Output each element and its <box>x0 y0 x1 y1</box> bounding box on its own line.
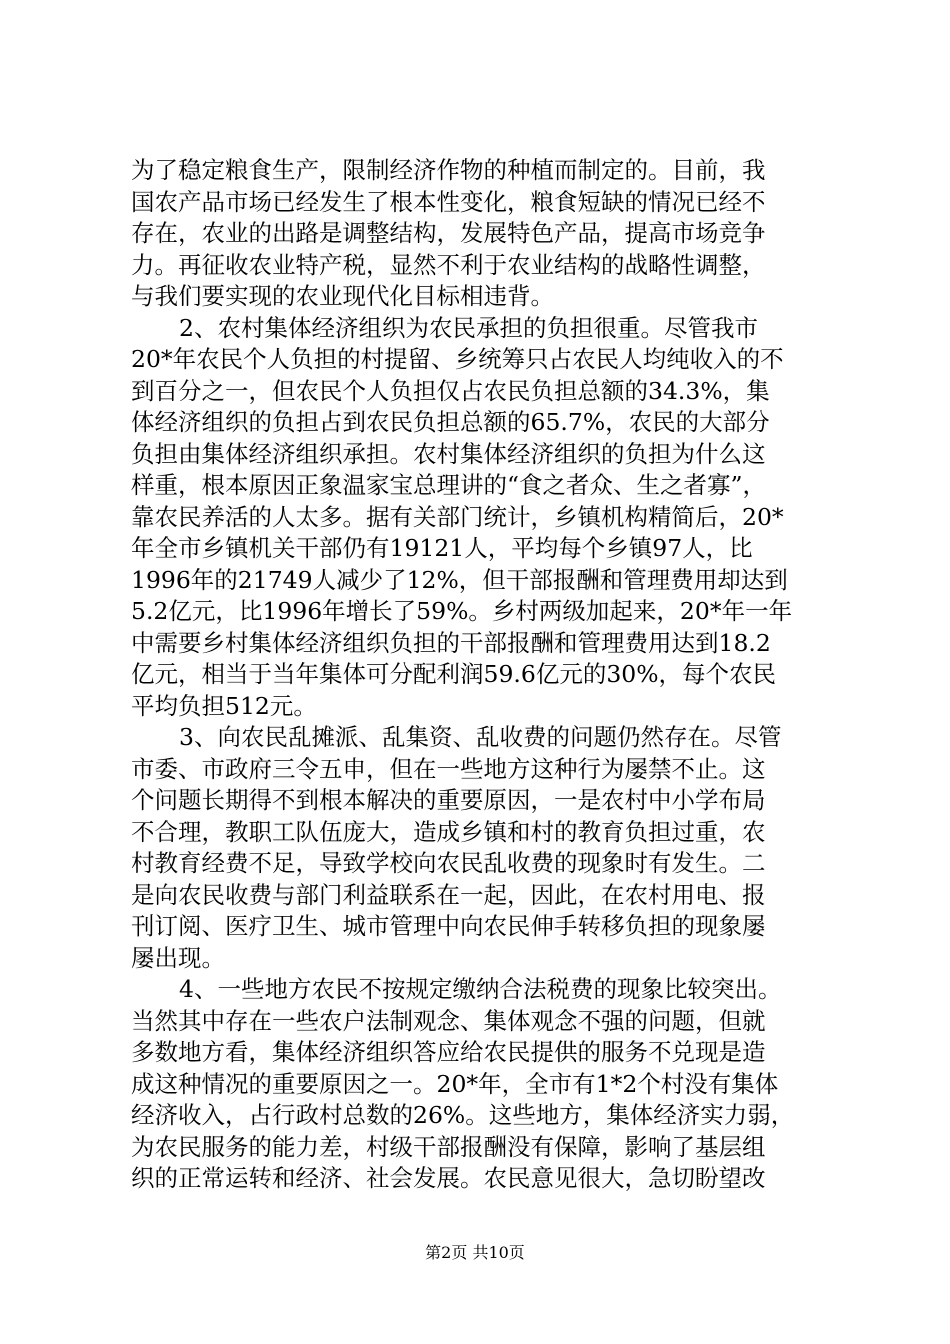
text-line: 成这种情况的重要原因之一。20*年，全市有1*2个村没有集体 <box>131 1069 779 1098</box>
paragraph-start-line: 3、向农民乱摊派、乱集资、乱收费的问题仍然存在。尽管 <box>179 723 782 751</box>
text-line: 织的正常运转和经济、社会发展。农民意见很大，急切盼望改 <box>131 1164 766 1192</box>
text-line: 为农民服务的能力差，村级干部报酬没有保障，影响了基层组 <box>131 1132 766 1161</box>
text-line: 体经济组织的负担占到农民负担总额的65.7%，农民的大部分 <box>131 408 770 436</box>
text-line: 样重，根本原因正象温家宝总理讲的“食之者众、生之者寡”， <box>131 471 767 499</box>
text-line: 市委、市政府三令五申，但在一些地方这种行为屡禁不止。这 <box>131 754 766 783</box>
text-line: 不合理，教职工队伍庞大，造成乡镇和村的教育负担过重，农 <box>131 817 766 846</box>
text-line: 存在，农业的出路是调整结构，发展特色产品，提高市场竞争 <box>131 219 766 247</box>
text-line: 年全市乡镇机关干部仍有19121人，平均每个乡镇97人，比 <box>131 534 753 562</box>
text-line: 到百分之一，但农民个人负担仅占农民负担总额的34.3%，集 <box>131 376 770 405</box>
text-line: 村教育经费不足，导致学校向农民乱收费的现象时有发生。二 <box>131 849 766 877</box>
text-line: 力。再征收农业特产税，显然不利于农业结构的战略性调整， <box>131 250 766 279</box>
text-line: 当然其中存在一些农户法制观念、集体观念不强的问题，但就 <box>131 1006 766 1035</box>
document-body <box>131 155 831 1195</box>
text-line: 屡出现。 <box>131 943 225 972</box>
text-line: 与我们要实现的农业现代化目标相违背。 <box>131 282 554 310</box>
text-line: 5.2亿元，比1996年增长了59%。乡村两级加起来，20*年一年 <box>131 597 793 625</box>
text-line: 1996年的21749人减少了12%，但干部报酬和管理费用却达到 <box>131 565 788 594</box>
text-line: 刊订阅、医疗卫生、城市管理中向农民伸手转移负担的现象屡 <box>131 912 766 940</box>
text-line: 是向农民收费与部门利益联系在一起，因此，在农村用电、报 <box>131 880 766 909</box>
page-number-footer: 第2页 共10页 <box>425 1243 525 1262</box>
text-line: 20*年农民个人负担的村提留、乡统筹只占农民人均纯收入的不 <box>131 345 784 373</box>
text-line: 多数地方看，集体经济组织答应给农民提供的服务不兑现是造 <box>131 1038 766 1066</box>
text-line: 中需要乡村集体经济组织负担的干部报酬和管理费用达到18.2 <box>131 628 771 657</box>
text-line: 经济收入，占行政村总数的26%。这些地方，集体经济实力弱， <box>131 1101 795 1129</box>
text-line: 靠农民养活的人太多。据有关部门统计，乡镇机构精简后，20* <box>131 502 784 531</box>
text-line: 平均负担512元。 <box>131 691 317 720</box>
text-line: 为了稳定粮食生产，限制经济作物的种植而制定的。目前，我 <box>131 156 766 184</box>
text-line: 负担由集体经济组织承担。农村集体经济组织的负担为什么这 <box>131 439 766 468</box>
text-line: 亿元，相当于当年集体可分配利润59.6亿元的30%，每个农民 <box>131 660 777 688</box>
text-line: 个问题长期得不到根本解决的重要原因，一是农村中小学布局 <box>131 786 766 814</box>
text-line: 国农产品市场已经发生了根本性变化，粮食短缺的情况已经不 <box>131 187 766 216</box>
paragraph-start-line: 2、农村集体经济组织为农民承担的负担很重。尽管我市 <box>179 313 758 342</box>
paragraph-start-line: 4、一些地方农民不按规定缴纳合法税费的现象比较突出。 <box>179 975 782 1003</box>
